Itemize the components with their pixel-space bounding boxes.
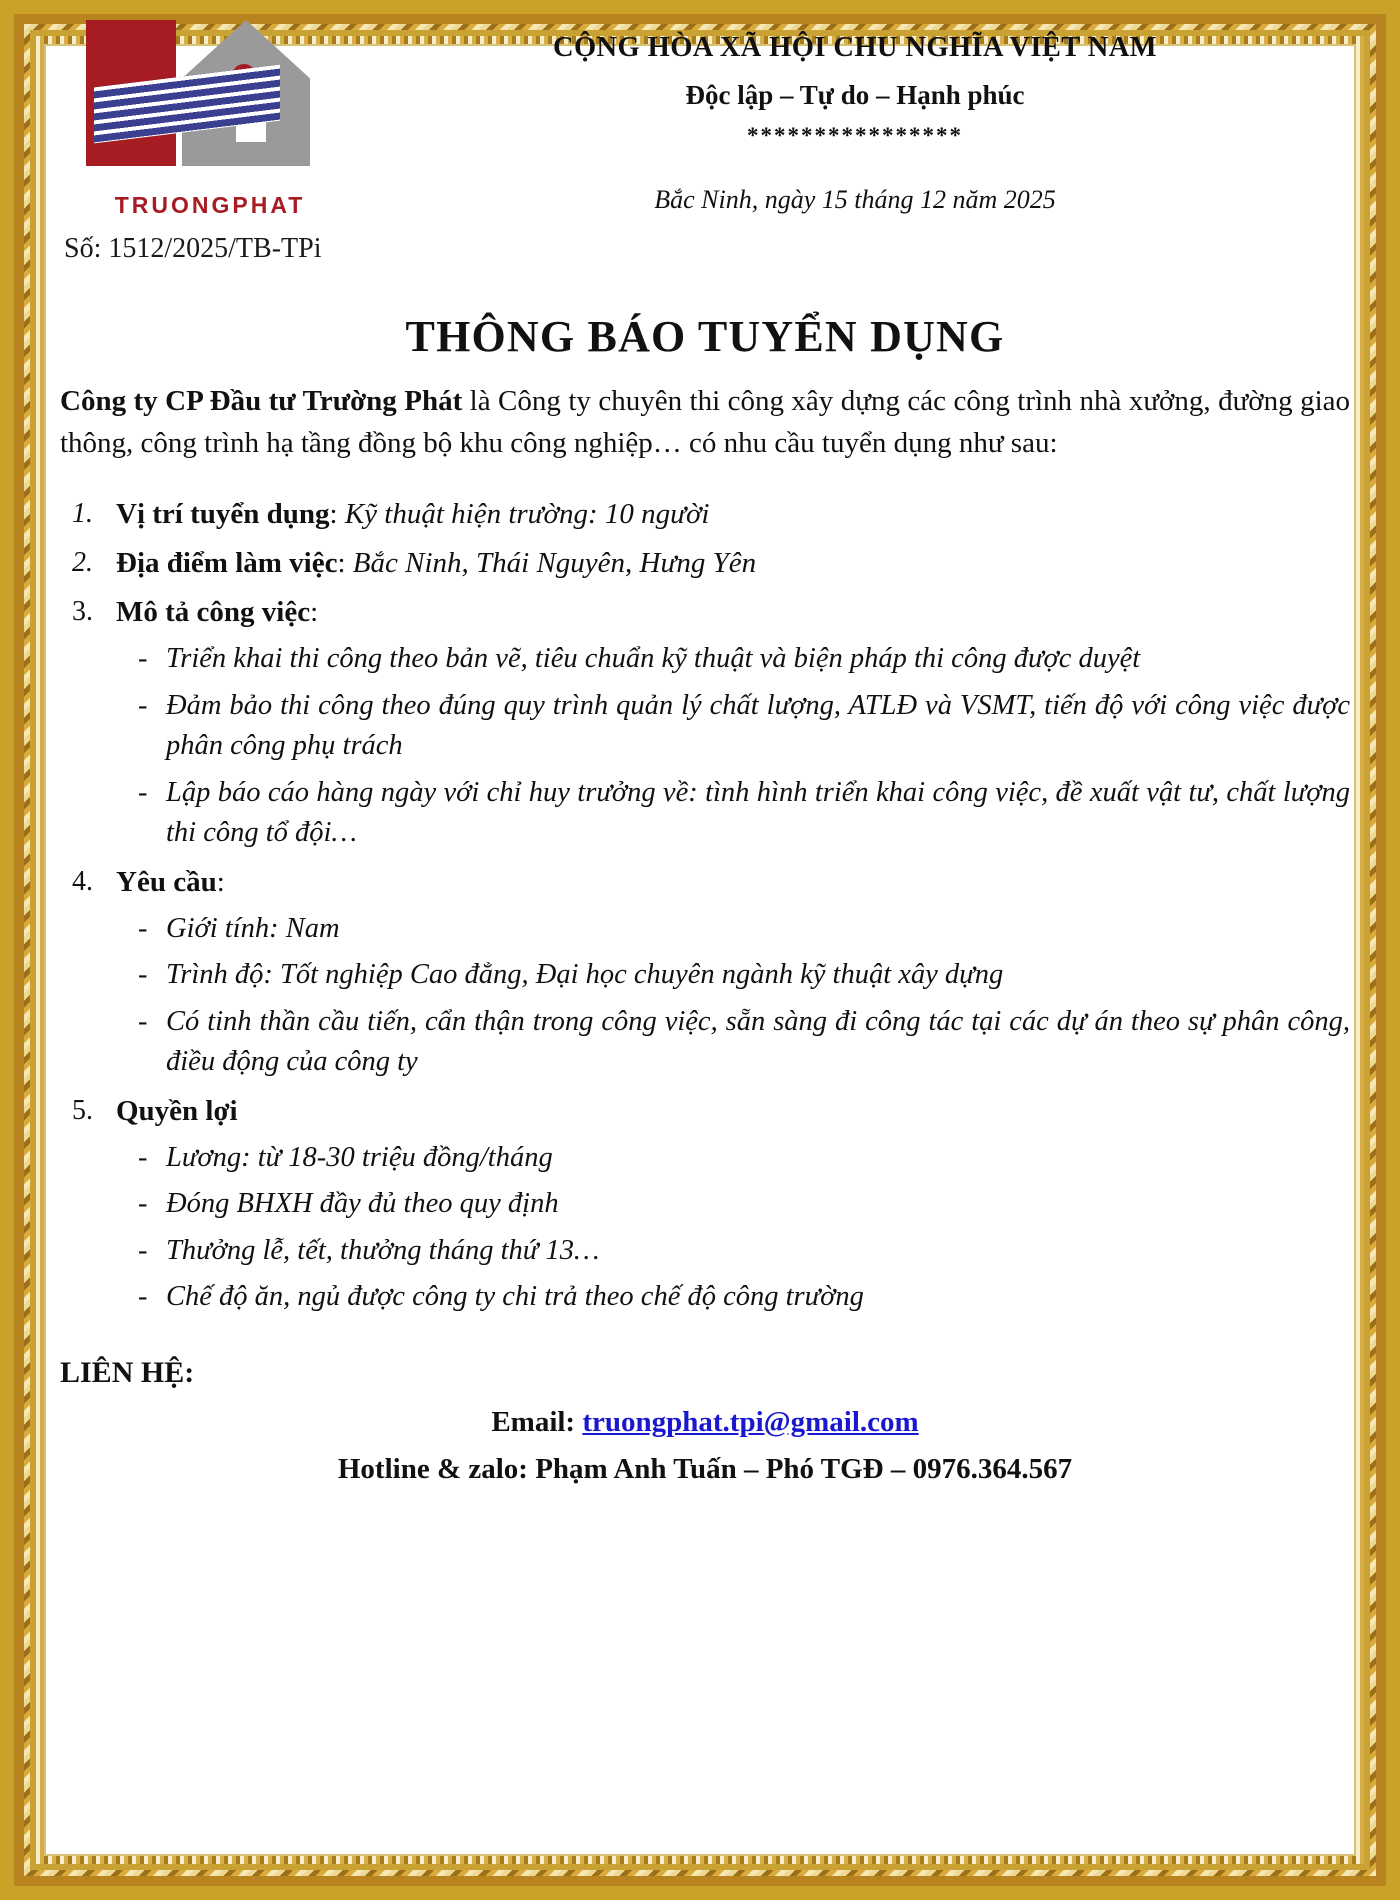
list-item: - Giới tính: Nam — [116, 909, 1350, 949]
section-bullets — [116, 909, 1350, 1083]
list-item: - Lương: từ 18-30 triệu đồng/tháng — [116, 1138, 1350, 1178]
section-separator: : — [337, 546, 353, 579]
national-motto: Độc lập – Tự do – Hạnh phúc — [685, 80, 1025, 110]
section-item — [60, 494, 1350, 535]
section-item — [60, 1091, 1350, 1318]
company-name: Công ty CP Đầu tư Trường Phát — [60, 385, 463, 417]
section-item — [60, 543, 1350, 584]
section-value: Bắc Ninh, Thái Nguyên, Hưng Yên — [352, 546, 757, 579]
section-label: Vị trí tuyển dụng — [116, 497, 330, 530]
national-title: CỘNG HÒA XÃ HỘI CHU NGHĨA VIỆT NAM — [553, 32, 1157, 63]
company-logo-icon — [86, 20, 322, 190]
section-separator: : — [310, 596, 319, 628]
contact-email-line — [60, 1406, 1350, 1439]
section-label: Địa điểm làm việc — [116, 546, 338, 579]
company-logo-block — [60, 14, 360, 265]
document-number: Số: 1512/2025/TB-TPi — [64, 233, 322, 264]
email-label: Email: — [491, 1405, 583, 1438]
section-separator: : — [216, 865, 225, 898]
separator-stars: **************** — [747, 123, 963, 148]
list-item: - Đóng BHXH đầy đủ theo quy định — [116, 1184, 1350, 1224]
contact-hotline-line: Hotline & zalo: Phạm Anh Tuấn – Phó TGĐ – 0976.364.567 — [337, 1452, 1073, 1485]
page-title: THÔNG BÁO TUYỂN DỤNG — [405, 312, 1005, 361]
section-label: Mô tả công việc — [116, 596, 311, 628]
document-header — [60, 14, 1350, 265]
section-label: Yêu cầu — [116, 865, 217, 898]
intro-paragraph — [60, 380, 1350, 465]
sections-list — [60, 494, 1350, 1318]
section-bullets — [116, 639, 1350, 853]
section-value: Kỹ thuật hiện trường: 10 người — [344, 497, 710, 530]
section-item — [60, 592, 1350, 854]
list-item: - Triển khai thi công theo bản vẽ, tiêu chuẩn kỹ thuật và biện pháp thi công được duyệt — [116, 639, 1350, 679]
intro-text: là Công ty chuyên thi công xây dựng các công trình nhà xưởng, đường giao thông, công trình hạ tầng đồng bộ khu công nghiệp… có nhu cầu tuyển dụng như sau: — [60, 385, 1351, 460]
email-link[interactable]: truongphat.tpi@gmail.com — [582, 1405, 919, 1438]
contact-heading: LIÊN HỆ: — [60, 1355, 195, 1389]
list-item: - Chế độ ăn, ngủ được công ty chi trả theo chế độ công trường — [116, 1277, 1350, 1317]
section-separator: : — [329, 497, 345, 530]
place-and-date: Bắc Ninh, ngày 15 tháng 12 năm 2025 — [654, 185, 1056, 214]
document-content — [60, 14, 1350, 1890]
list-item: - Thưởng lễ, tết, thưởng tháng thứ 13… — [116, 1231, 1350, 1271]
list-item: - Đảm bảo thi công theo đúng quy trình quản lý chất lượng, ATLĐ và VSMT, tiến độ với công việc được phân công phụ trách — [116, 686, 1350, 767]
section-item — [60, 862, 1350, 1083]
list-item: - Trình độ: Tốt nghiệp Cao đẳng, Đại học chuyên ngành kỹ thuật xây dựng — [116, 955, 1350, 995]
company-logo-text: TRUONGPHAT — [114, 192, 306, 218]
list-item: - Có tinh thần cầu tiến, cẩn thận trong công việc, sẵn sàng đi công tác tại các dự án theo sự phân công, điều động của công ty — [116, 1002, 1350, 1083]
section-label: Quyền lợi — [116, 1094, 238, 1127]
section-bullets — [116, 1138, 1350, 1318]
national-header — [360, 14, 1350, 215]
list-item: - Lập báo cáo hàng ngày với chỉ huy trưởng về: tình hình triển khai công việc, đề xuất vật tư, chất lượng thi công tổ đội… — [116, 773, 1350, 854]
